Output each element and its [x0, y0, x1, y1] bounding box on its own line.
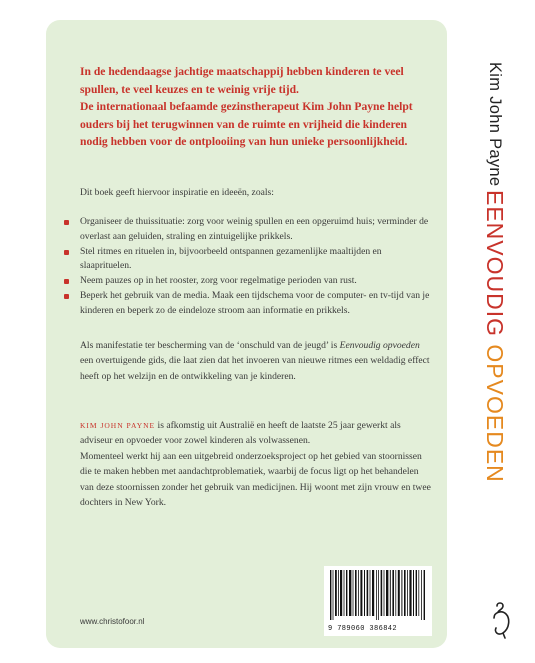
bullet-icon [64, 220, 69, 225]
bullet-icon [64, 250, 69, 255]
manifest-paragraph: Als manifestatie ter bescherming van de ‘onschuld van de jeugd’ is Eenvoudig opvoeden een overtuigende gids, die laat zien dat het invoeren van nieuwe ritmes een weldadig effect heeft op het welzijn en de ontwikkeling van je kinderen. [80, 340, 430, 382]
author-name: KIM JOHN PAYNE [80, 421, 156, 430]
spine-title [481, 190, 508, 483]
bullet-icon [64, 279, 69, 284]
intro-line-2: De internationaal befaamde gezinstherapeut Kim John Payne helpt ouders bij het terugwinnen van de ruimte en vrijheid die kinderen nodig hebben voor de ontplooiing van hun unieke persoonlijkheid. [80, 100, 413, 149]
spine-author: Kim John Payne [486, 62, 504, 187]
lead-sentence: Dit boek geeft hiervoor inspiratie en ideeën, zoals: [80, 187, 274, 198]
tips-list [64, 215, 432, 319]
intro-text [80, 63, 430, 151]
list-item: Organiseer de thuissituatie: zorg voor weinig spullen en een opgeruimd huis; verminder de overlast aan geluiden, straling en zintuigelijke prikkels. [64, 215, 432, 245]
book-title-inline: Eenvoudig opvoeden [339, 340, 420, 351]
publisher-logo-icon [488, 600, 518, 640]
barcode-icon [324, 566, 432, 624]
spine-title-word-2: OPVOEDEN [482, 344, 508, 483]
spine-title-word-1: EENVOUDIG [482, 190, 508, 338]
bullet-icon [64, 294, 69, 299]
isbn-barcode [324, 566, 432, 636]
list-item: Stel ritmes en rituelen in, bijvoorbeeld ontspannen gezamenlijke maaltijden en slaaprituelen. [64, 245, 432, 275]
intro-line-1: In de hedendaagse jachtige maatschappij hebben kinderen te veel spullen, te veel keuzes en te weinig vrije tijd. [80, 65, 404, 96]
list-item: Neem pauzes op in het rooster, zorg voor regelmatige perioden van rust. [64, 274, 432, 289]
publisher-website: www.christofoor.nl [80, 617, 145, 626]
author-bio: KIM JOHN PAYNE is afkomstig uit Australië en heeft de laatste 25 jaar gewerkt als adviseur en opvoeder voor zowel kinderen als volwassenen. Momenteel werkt hij aan een uitgebreid onderzoeksproject op het gebied van stoornissen die te maken hebben met aandachtproblematiek, waarbij de focus ligt op het behandelen van deze stoornissen zonder het gebruik van medicijnen. Hij woont met zijn vrouw en twee dochters in New York. [80, 420, 431, 509]
isbn-number: 9 789060 386842 [328, 625, 398, 633]
list-item: Beperk het gebruik van de media. Maak een tijdschema voor de computer- en tv-tijd van je kinderen en beperk zo de eindeloze stroom aan informatie en prikkels. [64, 289, 432, 319]
